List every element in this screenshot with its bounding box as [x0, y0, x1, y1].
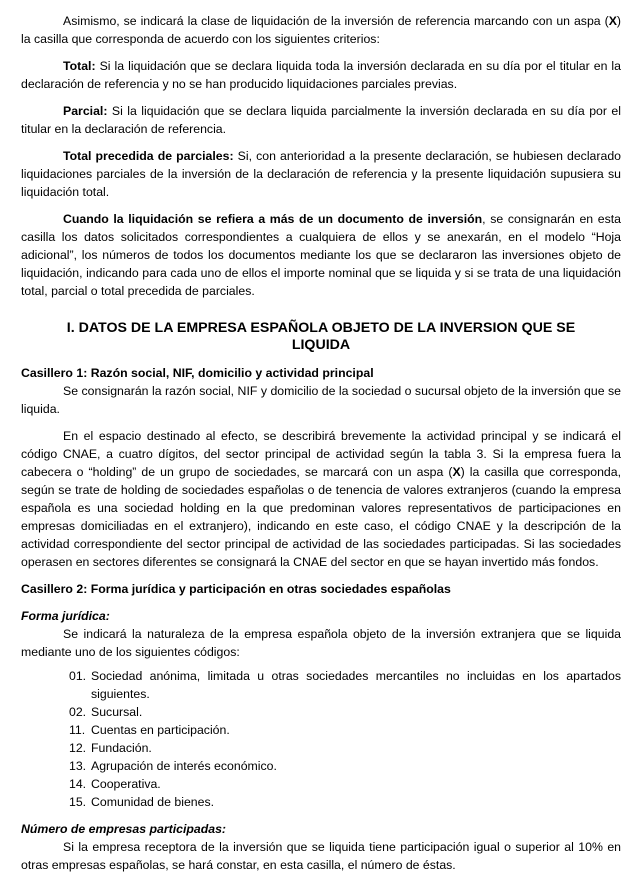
list-item: 14. Cooperativa. — [69, 777, 161, 791]
casillero-1-paragraph-2: En el espacio destinado al efecto, se describirá brevemente la actividad principal y se indicará el código CNAE, a cuatro dígitos, del sector principal de actividad según la tabla 3. Si la empresa fuera la cabecera o “holding” de un grupo de sociedades, se marcará con un aspa (X) la casilla que corresponda, según se trate de holding de sociedades españolas o de tenencia de valores extranjeros (cuando la empresa española es una sociedad holding en la que predominan valores representativos de participaciones en empresas domiciliadas en el extranjero), indicando en este caso, el código CNAE y la descripción de la actividad correspondiente del sector principal de actividad de las sociedades participadas. Si las sociedades operasen en sectores diferentes se consignará la CNAE del sector en que se hayan invertido más fondos. — [21, 429, 622, 569]
casillero-1-heading: Casillero 1: Razón social, NIF, domicilio y actividad principal — [21, 366, 374, 380]
list-item: 11. Cuentas en participación. — [69, 723, 230, 737]
casillero-1-paragraph-1: Se consignarán la razón social, NIF y domicilio de la sociedad o sucursal objeto de la inversión que se liquida. — [21, 384, 621, 416]
criterion-precedida: Total precedida de parciales: Si, con anterioridad a la presente declaración, se hubiesen declarado liquidaciones parciales de la inversión de la declaración de referencia y la presente liquidación supusiera su liquidación total. — [21, 149, 622, 199]
section-title: I. DATOS DE LA EMPRESA ESPAÑOLA OBJETO DE LA INVERSION QUE SE LIQUIDA — [66, 320, 576, 353]
criterion-parcial: Parcial: Si la liquidación que se declara liquida parcialmente la inversión declarada en su día por el titular en la declaración de referencia. — [21, 104, 621, 136]
list-item: 13. Agrupación de interés económico. — [69, 759, 277, 773]
forma-juridica-heading: Forma jurídica: — [21, 609, 110, 623]
numero-empresas-paragraph: Si la empresa receptora de la inversión que se liquida tiene participación igual o superior al 10% en otras empresas españolas, se hará constar, en esta casilla, el número de éstas. — [21, 840, 621, 872]
legal-form-codes-list — [21, 667, 621, 811]
list-item: 15. Comunidad de bienes. — [69, 795, 215, 809]
forma-juridica-paragraph: Se indicará la naturaleza de la empresa española objeto de la inversión extranjera que se liquida mediante uno de los siguientes códigos: — [21, 627, 621, 659]
criterion-total-label: Total: — [63, 59, 96, 73]
multiple-documents-paragraph: Cuando la liquidación se refiera a más de un documento de inversión, se consignarán en esta casilla los datos solicitados correspondientes a cualquiera de ellos y se anexarán, en el modelo “Hoja adicional”, los números de todos los documentos mediante los que se declararon las inversiones objeto de liquidación, indicando para cada uno de ellos el importe nominal que se liquida y si se trata de una liquidación total, parcial o total precedida de parciales. — [21, 212, 621, 298]
criterion-parcial-label: Parcial: — [63, 104, 108, 118]
intro-paragraph: Asimismo, se indicará la clase de liquidación de la inversión de referencia marcando con un aspa (X) la casilla que corresponda de acuerdo con los siguientes criterios: — [21, 14, 621, 46]
criterion-precedida-label: Total precedida de parciales: — [63, 149, 234, 163]
numero-empresas-heading: Número de empresas participadas: — [21, 822, 227, 836]
multiple-documents-label: Cuando la liquidación se refiera a más de un documento de inversión — [63, 212, 483, 226]
list-item: 01. Sociedad anónima, limitada u otras sociedades mercantiles no incluidas en los apartados siguientes. — [69, 669, 621, 701]
criterion-total: Total: Si la liquidación que se declara liquida toda la inversión declarada en su día por el titular en la declaración de referencia y no se han producido liquidaciones parciales previas. — [21, 59, 621, 91]
list-item: 02. Sucursal. — [69, 705, 143, 719]
casillero-2-heading: Casillero 2: Forma jurídica y participación en otras sociedades españolas — [21, 582, 451, 596]
list-item: 12. Fundación. — [69, 741, 152, 755]
